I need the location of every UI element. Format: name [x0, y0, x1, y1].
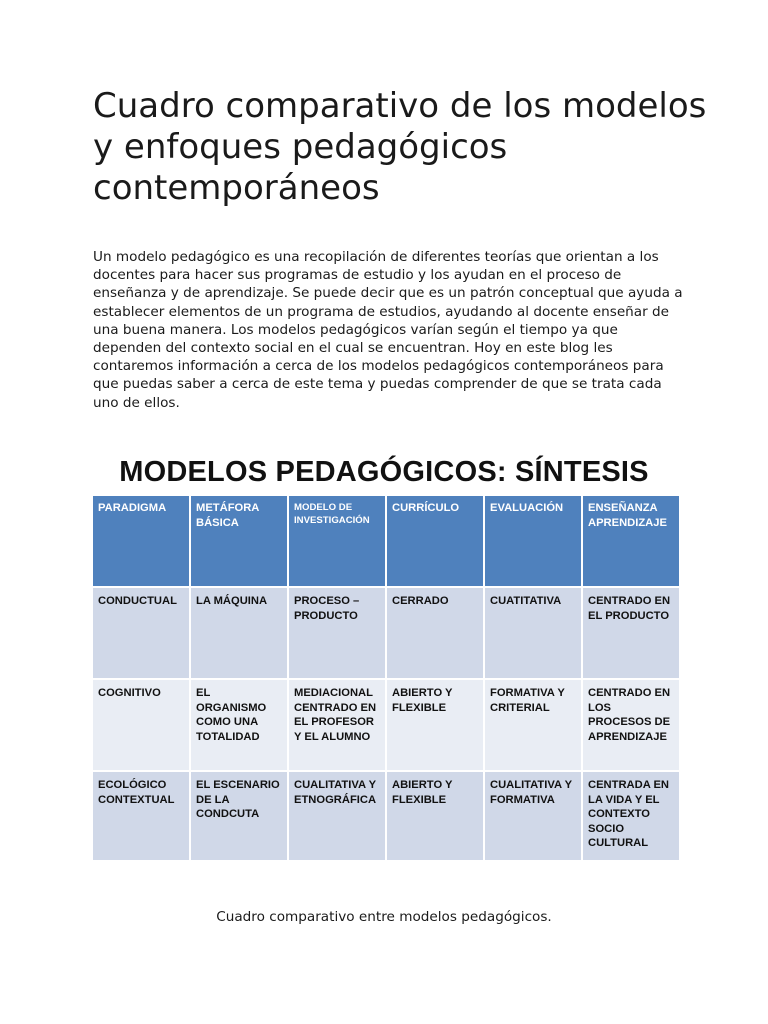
table-cell: ABIERTO Y FLEXIBLE: [387, 772, 483, 860]
table-header-row: [93, 496, 679, 586]
table-cell: LA MÁQUINA: [191, 588, 287, 678]
table-cell: ABIERTO Y FLEXIBLE: [387, 680, 483, 770]
table-cell: ECOLÓGICO CONTEXTUAL: [93, 772, 189, 860]
intro-paragraph: Un modelo pedagógico es una recopilación de diferentes teorías que orientan a los docentes para hacer sus programas de estudio y los ayudan en el proceso de enseñanza y de aprendizaje. Se puede decir que es un patrón conceptual que ayuda a establecer elementos de un programa de estudios, ayudando al docente enseñar de una buena manera. Los modelos pedagógicos varían según el tiempo ya que dependen del contexto social en el cual se encuentran. Hoy en este blog les contaremos información a cerca de los modelos pedagógicos contemporáneos para que puedas saber a cerca de este tema y puedas comprender de que se trata cada uno de ellos.: [93, 249, 683, 411]
table-cell: PROCESO – PRODUCTO: [289, 588, 385, 678]
header-ensenanza: ENSEÑANZA APRENDIZAJE: [583, 496, 679, 586]
page-title: Cuadro comparativo de los modelos y enfoques pedagógicos contemporáneos: [93, 86, 707, 208]
table-cell: CUATITATIVA: [485, 588, 581, 678]
table-cell: CUALITATIVA Y FORMATIVA: [485, 772, 581, 860]
header-curriculo: CURRÍCULO: [387, 496, 483, 586]
table-cell: MEDIACIONAL CENTRADO EN EL PROFESOR Y EL ALUMNO: [289, 680, 385, 770]
header-metafora: METÁFORA BÁSICA: [191, 496, 287, 586]
header-evaluacion: EVALUACIÓN: [485, 496, 581, 586]
synthesis-figure: [93, 452, 675, 862]
header-modelo-investigacion: MODELO DE INVESTIGACIÓN: [289, 496, 385, 586]
header-paradigma: PARADIGMA: [93, 496, 189, 586]
table-cell: CENTRADO EN LOS PROCESOS DE APRENDIZAJE: [583, 680, 679, 770]
table-cell: CONDUCTUAL: [93, 588, 189, 678]
table-cell: CERRADO: [387, 588, 483, 678]
table-row: [93, 772, 679, 860]
table-cell: CENTRADO EN EL PRODUCTO: [583, 588, 679, 678]
figure-heading: MODELOS PEDAGÓGICOS: SÍNTESIS: [119, 456, 649, 488]
table-cell: COGNITIVO: [93, 680, 189, 770]
table-cell: CUALITATIVA Y ETNOGRÁFICA: [289, 772, 385, 860]
table-cell: EL ESCENARIO DE LA CONDCUTA: [191, 772, 287, 860]
table-cell: CENTRADA EN LA VIDA Y EL CONTEXTO SOCIO CULTURAL: [583, 772, 679, 860]
table-cell: EL ORGANISMO COMO UNA TOTALIDAD: [191, 680, 287, 770]
figure-caption: Cuadro comparativo entre modelos pedagógicos.: [216, 909, 552, 925]
table-row: [93, 680, 679, 770]
table-cell: FORMATIVA Y CRITERIAL: [485, 680, 581, 770]
table-row: [93, 588, 679, 678]
synthesis-table: [91, 494, 681, 862]
